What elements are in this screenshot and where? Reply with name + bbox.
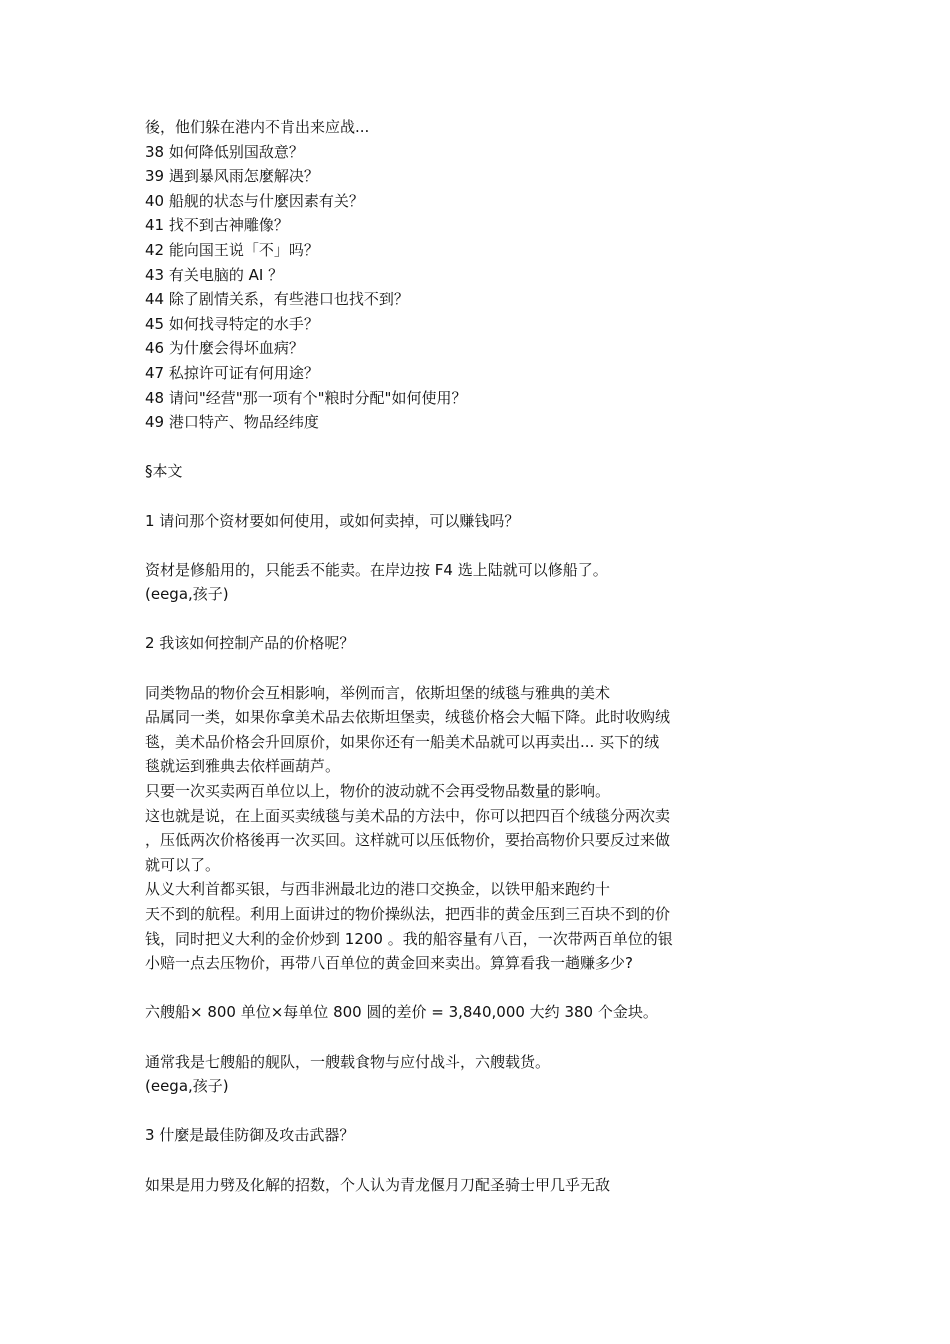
toc-item: 38 如何降低别国敌意？ [145,142,304,161]
document-page [145,115,765,1197]
answer-line: 钱，同时把义大利的金价炒到 1200 。我的船容量有八百，一次带两百单位的银 [145,929,673,948]
question-heading: 3 什麼是最佳防御及攻击武器？ [145,1126,355,1145]
answer-paragraph [145,681,765,976]
answer-credit: (eega,孩子) [145,585,229,604]
spacer [145,976,765,1001]
toc-item: 後，他们躲在港内不肯出来应战... [145,118,370,136]
toc-item: 39 遇到暴风雨怎麼解决？ [145,167,319,186]
answer-line: 就可以了。 [145,855,221,874]
toc-item: 49 港口特产、物品经纬度 [145,413,319,432]
answer-line: 毯就运到雅典去依样画葫芦。 [145,757,341,776]
answer-line: 只要一次买卖两百单位以上，物价的波动就不会再受物品数量的影响。 [145,782,611,801]
answer-line: 这也就是说，在上面买卖绒毯与美术品的方法中，你可以把四百个绒毯分两次卖 [145,806,671,825]
answer-text: 资材是修船用的，只能丢不能卖。在岸边按 F4 选上陆就可以修船了。 [145,560,608,579]
answer-line: 毯，美术品价格会升回原价，如果你还有一船美术品就可以再卖出... 买下的绒 [145,732,660,751]
toc-item: 45 如何找寻特定的水手？ [145,314,319,333]
toc-item: 48 请问"经营"那一项有个"粮时分配"如何使用？ [145,388,467,407]
toc-item: 42 能向国王说「不」吗？ [145,240,319,259]
toc-item: 47 私掠许可证有何用途？ [145,363,319,382]
toc-item: 43 有关电脑的 AI ？ [145,265,284,284]
calculation-line: 六艘船× 800 单位×每单位 800 圆的差价 = 3,840,000 大约 380 个金块。 [145,1003,658,1022]
answer-text: 通常我是七艘船的舰队，一艘载食物与应付战斗，六艘载货。 [145,1052,551,1071]
toc-item: 46 为什麼会得坏血病？ [145,339,304,358]
spacer [145,1025,765,1050]
spacer [145,1099,765,1124]
spacer [145,533,765,558]
spacer [145,607,765,632]
spacer [145,435,765,460]
section-title: §本文 [145,462,183,481]
answer-line: 天不到的航程。利用上面讲过的物价操纵法，把西非的黄金压到三百块不到的价 [145,905,671,923]
answer-line: 从义大利首都买银，与西非洲最北边的港口交换金，以铁甲船来跑约十 [145,880,611,899]
toc-item: 40 船舰的状态与什麼因素有关？ [145,191,364,210]
toc-list [145,115,765,435]
answer-line: 品属同一类，如果你拿美术品去依斯坦堡卖，绒毯价格会大幅下降。此时收购绒 [145,708,671,727]
answer-credit: (eega,孩子) [145,1077,229,1096]
toc-item: 44 除了剧情关系，有些港口也找不到？ [145,290,409,309]
spacer [145,484,765,509]
spacer [145,1148,765,1173]
answer-line: 小赔一点去压物价，再带八百单位的黄金回来卖出。算算看我一趟赚多少? [145,954,633,973]
toc-item: 41 找不到古神雕像？ [145,216,289,235]
answer-line: 同类物品的物价会互相影响，举例而言，依斯坦堡的绒毯与雅典的美术 [145,683,611,702]
question-heading: 2 我该如何控制产品的价格呢？ [145,634,355,653]
answer-text: 如果是用力劈及化解的招数，个人认为青龙偃月刀配圣骑士甲几乎无敌 [145,1175,611,1194]
spacer [145,656,765,681]
answer-line: ，压低两次价格後再一次买回。这样就可以压低物价，要抬高物价只要反过来做 [145,831,671,850]
question-heading: 1 请问那个资材要如何使用，或如何卖掉，可以赚钱吗？ [145,511,520,530]
